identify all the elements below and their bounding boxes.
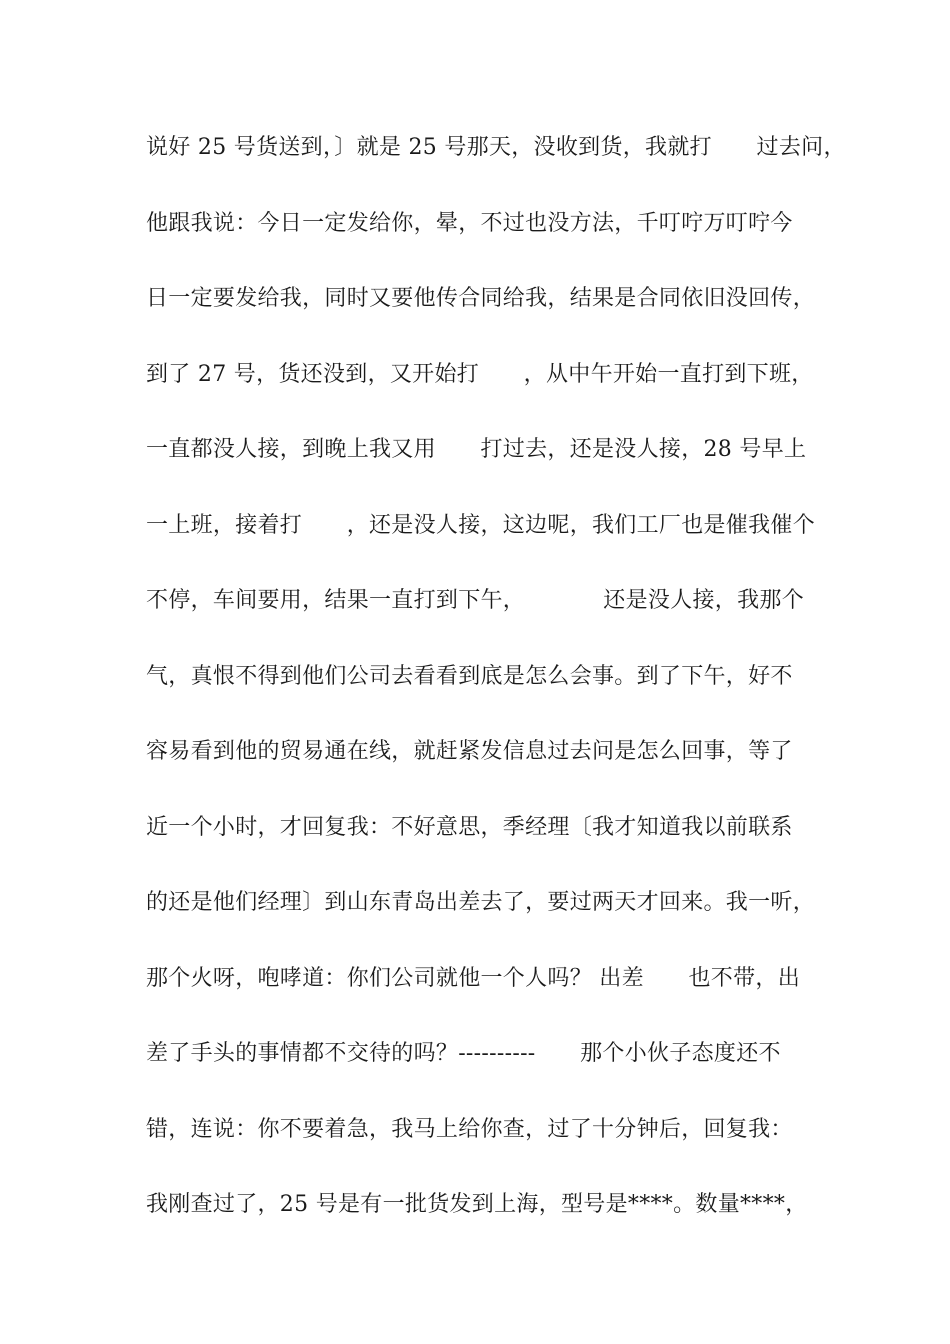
- text-line: 一上班，接着打 ，还是没人接，这边呢，我们工厂也是催我催个: [146, 512, 816, 538]
- text-line: 说好 25 号货送到，〕就是 25 号那天，没收到货，我就打 过去问，: [146, 135, 846, 160]
- text-line: 的还是他们经理〕到山东青岛出差去了，要过两天才回来。我一听，: [146, 890, 816, 915]
- text-line: 我刚查过了，25 号是有一批货发到上海，型号是****。数量****，: [146, 1192, 808, 1217]
- text-line: 一直都没人接，到晚上我又用 打过去，还是没人接，28 号早上: [146, 437, 807, 462]
- body-text: [146, 130, 846, 1263]
- text-line: 他跟我说：今日一定发给你，晕，不过也没方法，千叮咛万叮咛今: [146, 210, 793, 236]
- text-line: 那个火呀，咆哮道：你们公司就他一个人吗？ 出差 也不带，出: [146, 965, 800, 991]
- text-line: 到了 27 号，货还没到，又开始打 ，从中午开始一直打到下班，: [146, 361, 814, 387]
- text-line: 气，真恨不得到他们公司去看看到底是怎么会事。到了下午，好不: [146, 663, 793, 689]
- text-line: 不停，车间要用，结果一直打到下午， 还是没人接，我那个: [146, 588, 805, 613]
- text-line: 错，连说：你不要着急，我马上给你查，过了十分钟后，回复我：: [146, 1116, 793, 1142]
- text-line: 日一定要发给我，同时又要他传合同给我，结果是合同依旧没回传，: [146, 286, 816, 311]
- text-line: 容易看到他的贸易通在线，就赶紧发信息过去问是怎么回事，等了: [146, 739, 793, 764]
- text-line: 差了手头的事情都不交待的吗？---------- 那个小伙子态度还不: [146, 1041, 781, 1066]
- text-line: 近一个小时，才回复我：不好意思，季经理〔我才知道我以前联系: [146, 814, 793, 840]
